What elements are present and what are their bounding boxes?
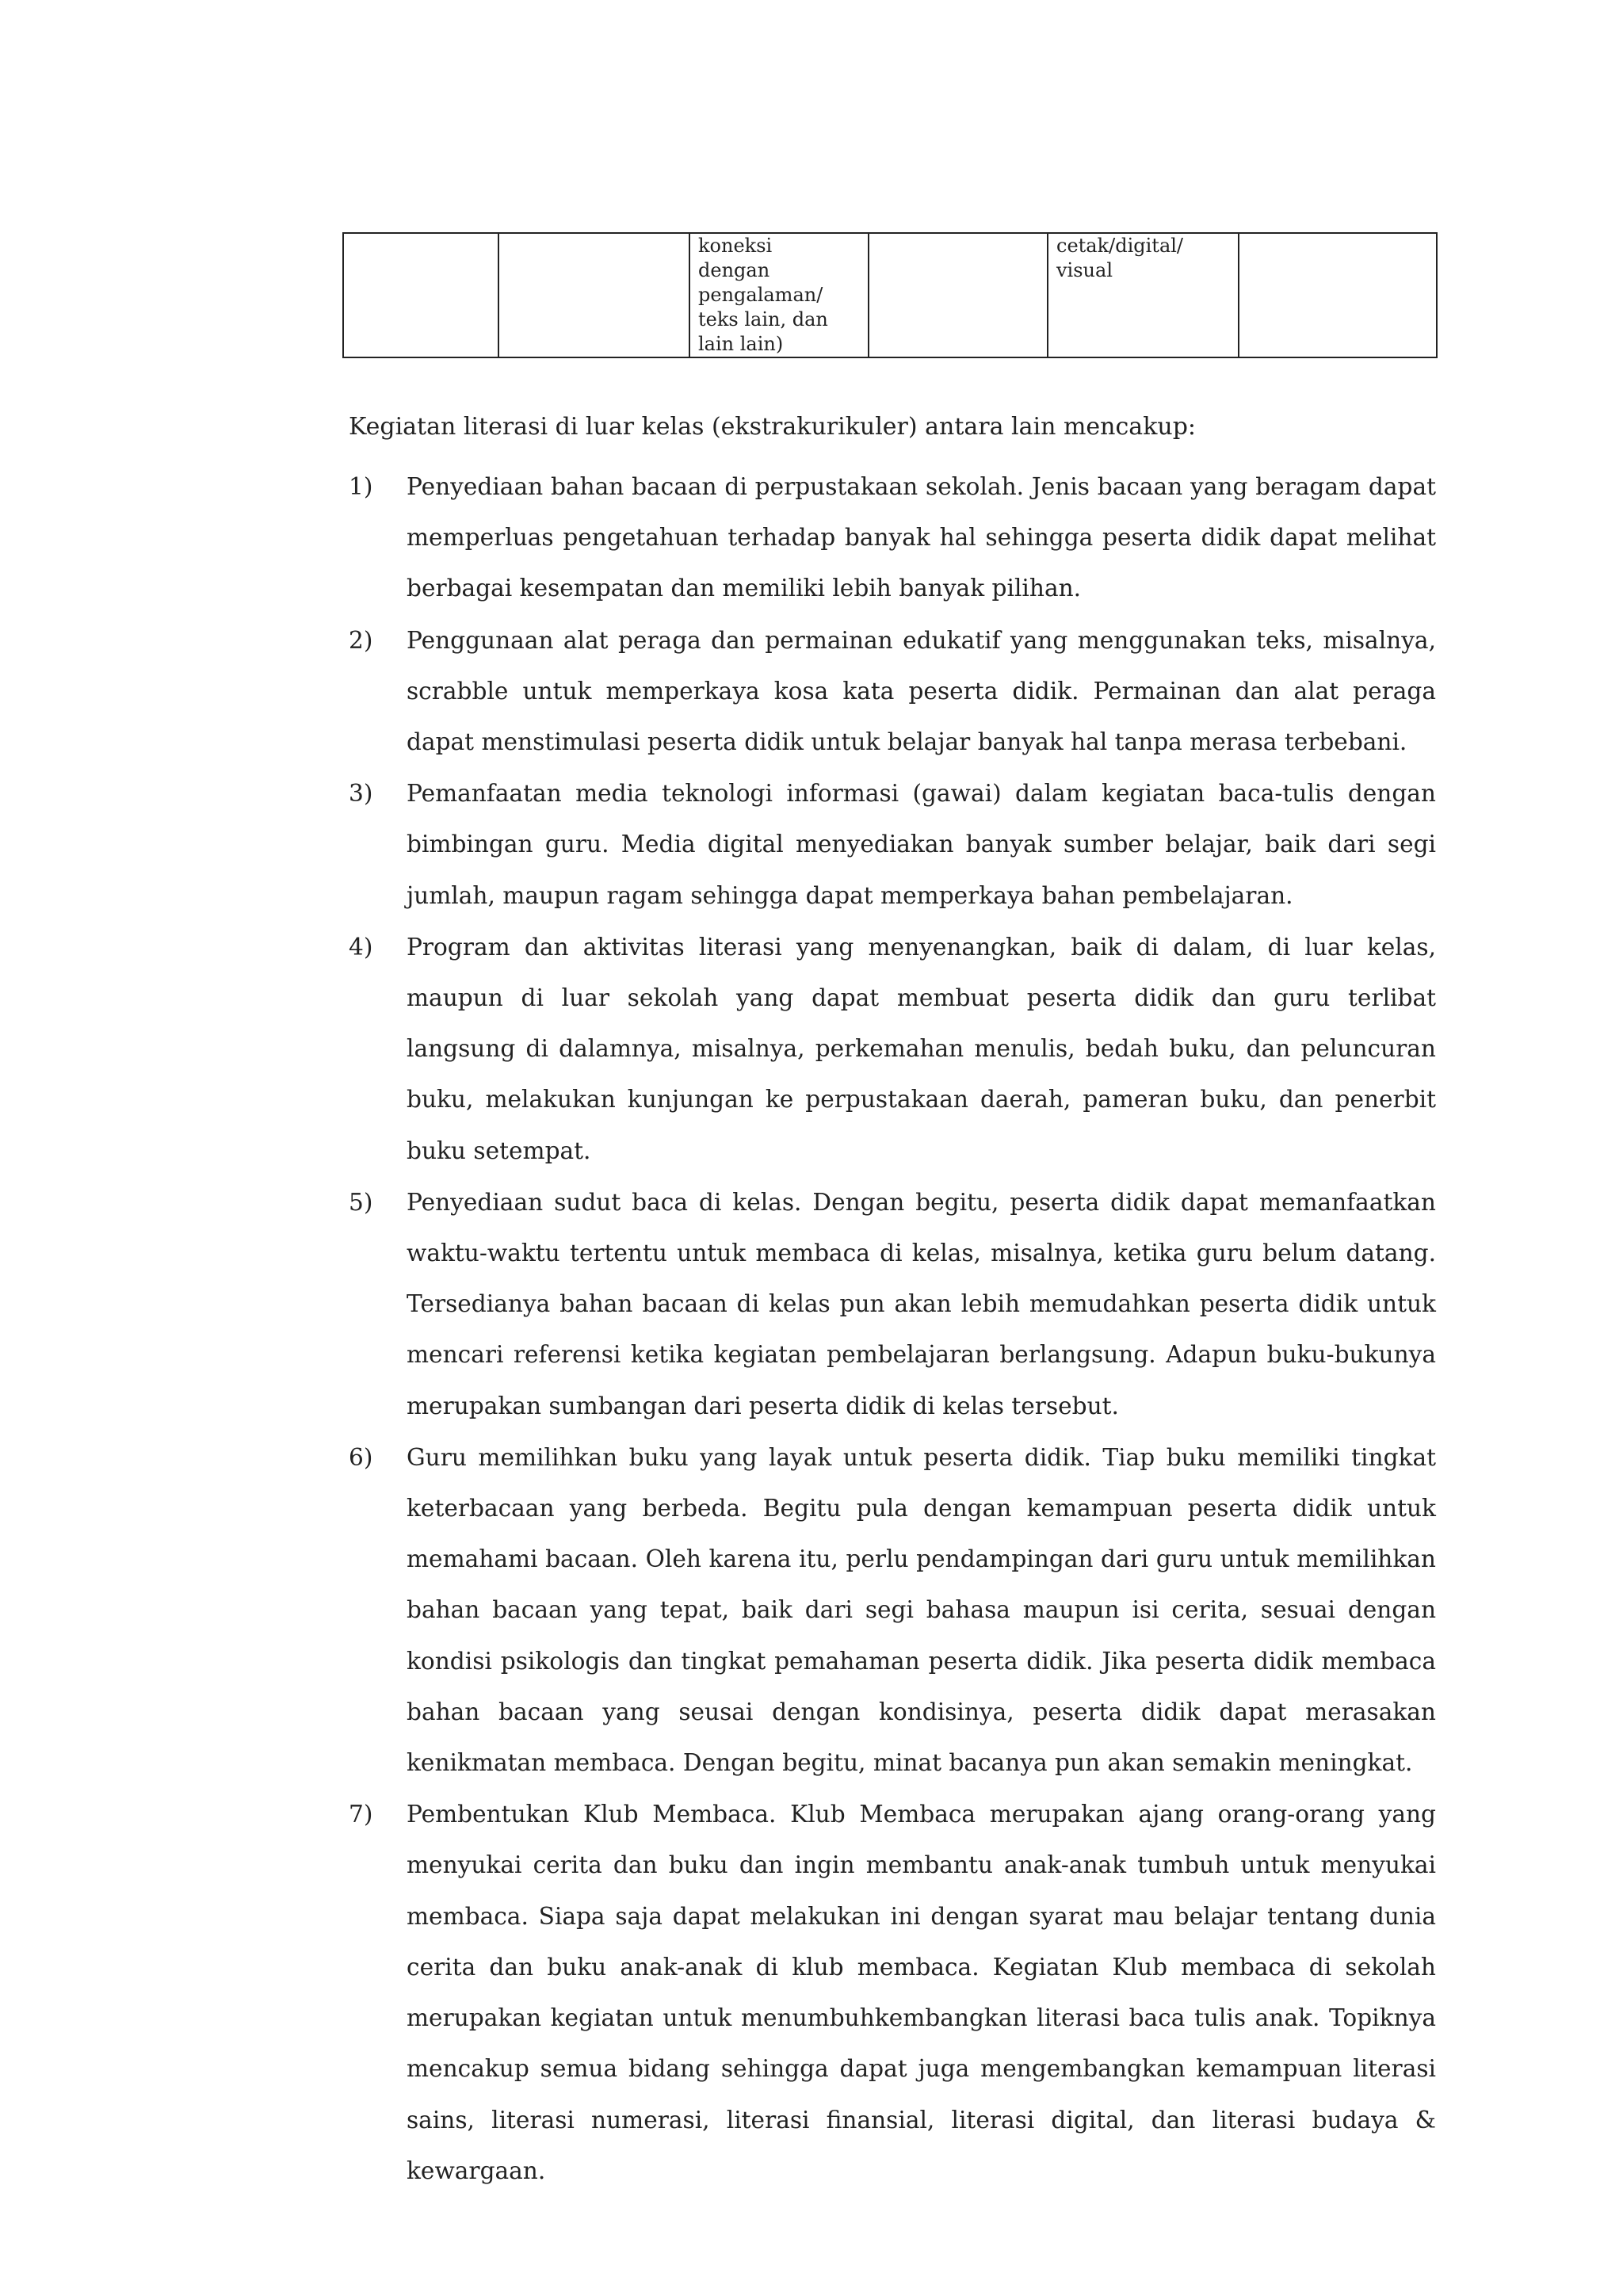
list-item-text: Penggunaan alat peraga dan permainan edukatif yang menggunakan teks, misalnya, scrabble untuk memperkaya kosa kata peserta didik. Permainan dan alat peraga dapat menstimulasi peserta didik untuk belajar banyak hal tanpa merasa terbebani.	[407, 626, 1436, 756]
list-item-number: 3)	[349, 780, 373, 808]
list-item-number: 6)	[349, 1443, 373, 1471]
list-item-number: 1)	[349, 473, 373, 500]
list-item-text: Penyediaan sudut baca di kelas. Dengan begitu, peserta didik dapat memanfaatkan waktu-waktu tertentu untuk membaca di kelas, misalnya, ketika guru belum datang. Tersedianya bahan bacaan di kelas pun akan lebih memudahkan peserta didik untuk mencari referensi ketika kegiatan pembelajaran berlangsung. Adapun buku-bukunya merupakan sumbangan dari peserta didik di kelas tersebut.	[407, 1188, 1436, 1419]
list-item-number: 5)	[349, 1188, 373, 1216]
list-item-text: Guru memilihkan buku yang layak untuk peserta didik. Tiap buku memiliki tingkat keterbacaan yang berbeda. Begitu pula dengan kemampuan peserta didik untuk memahami bacaan. Oleh karena itu, perlu pendampingan dari guru untuk memilihkan bahan bacaan yang tepat, baik dari segi bahasa maupun isi cerita, sesuai dengan kondisi psikologis dan tingkat pemahaman peserta didik. Jika peserta didik membaca bahan bacaan yang seusai dengan kondisinya, peserta didik dapat merasakan kenikmatan membaca. Dengan begitu, minat bacanya pun akan semakin meningkat.	[407, 1443, 1436, 1777]
table-cell-text: koneksi dengan pengalaman/ teks lain, dan lain lain)	[698, 235, 828, 355]
list-item	[349, 1432, 1436, 1788]
table-cell	[1239, 233, 1437, 357]
list-item	[349, 1177, 1436, 1431]
table-fragment	[342, 232, 1438, 358]
table-cell	[498, 233, 689, 357]
table-cell-text: cetak/digital/ visual	[1056, 235, 1184, 281]
list-item-text: Penyediaan bahan bacaan di perpustakaan sekolah. Jenis bacaan yang beragam dapat memperluas pengetahuan terhadap banyak hal sehingga peserta didik dapat melihat berbagai kesempatan dan memiliki lebih banyak pilihan.	[407, 473, 1436, 602]
activity-list	[349, 461, 1436, 2197]
list-item-text: Program dan aktivitas literasi yang menyenangkan, baik di dalam, di luar kelas, maupun di luar sekolah yang dapat membuat peserta didik dan guru terlibat langsung di dalamnya, misalnya, perkemahan menulis, bedah buku, dan peluncuran buku, melakukan kunjungan ke perpustakaan daerah, pameran buku, dan penerbit buku setempat.	[407, 933, 1436, 1164]
list-item	[349, 615, 1436, 768]
list-item-text: Pembentukan Klub Membaca. Klub Membaca merupakan ajang orang-orang yang menyukai cerita dan buku dan ingin membantu anak-anak tumbuh untuk menyukai membaca. Siapa saja dapat melakukan ini dengan syarat mau belajar tentang dunia cerita dan buku anak-anak di klub membaca. Kegiatan Klub membaca di sekolah merupakan kegiatan untuk menumbuhkembangkan literasi baca tulis anak. Topiknya mencakup semua bidang sehingga dapat juga mengembangkan kemampuan literasi sains, literasi numerasi, literasi finansial, literasi digital, dan literasi budaya & kewargaan.	[407, 1801, 1436, 2184]
list-item	[349, 1789, 1436, 2196]
list-item	[349, 768, 1436, 921]
intro-paragraph: Kegiatan literasi di luar kelas (ekstrakurikuler) antara lain mencakup:	[349, 413, 1196, 441]
table-cell	[343, 233, 498, 357]
list-item-text: Pemanfaatan media teknologi informasi (gawai) dalam kegiatan baca-tulis dengan bimbingan guru. Media digital menyediakan banyak sumber belajar, baik dari segi jumlah, maupun ragam sehingga dapat memperkaya bahan pembelajaran.	[407, 780, 1436, 909]
table-cell	[689, 233, 869, 357]
list-item	[349, 461, 1436, 614]
table-cell	[869, 233, 1048, 357]
table-cell	[1048, 233, 1239, 357]
list-item-number: 4)	[349, 933, 373, 961]
list-item-number: 7)	[349, 1801, 373, 1828]
list-item	[349, 922, 1436, 1176]
table-row	[343, 233, 1437, 357]
list-item-number: 2)	[349, 626, 373, 654]
